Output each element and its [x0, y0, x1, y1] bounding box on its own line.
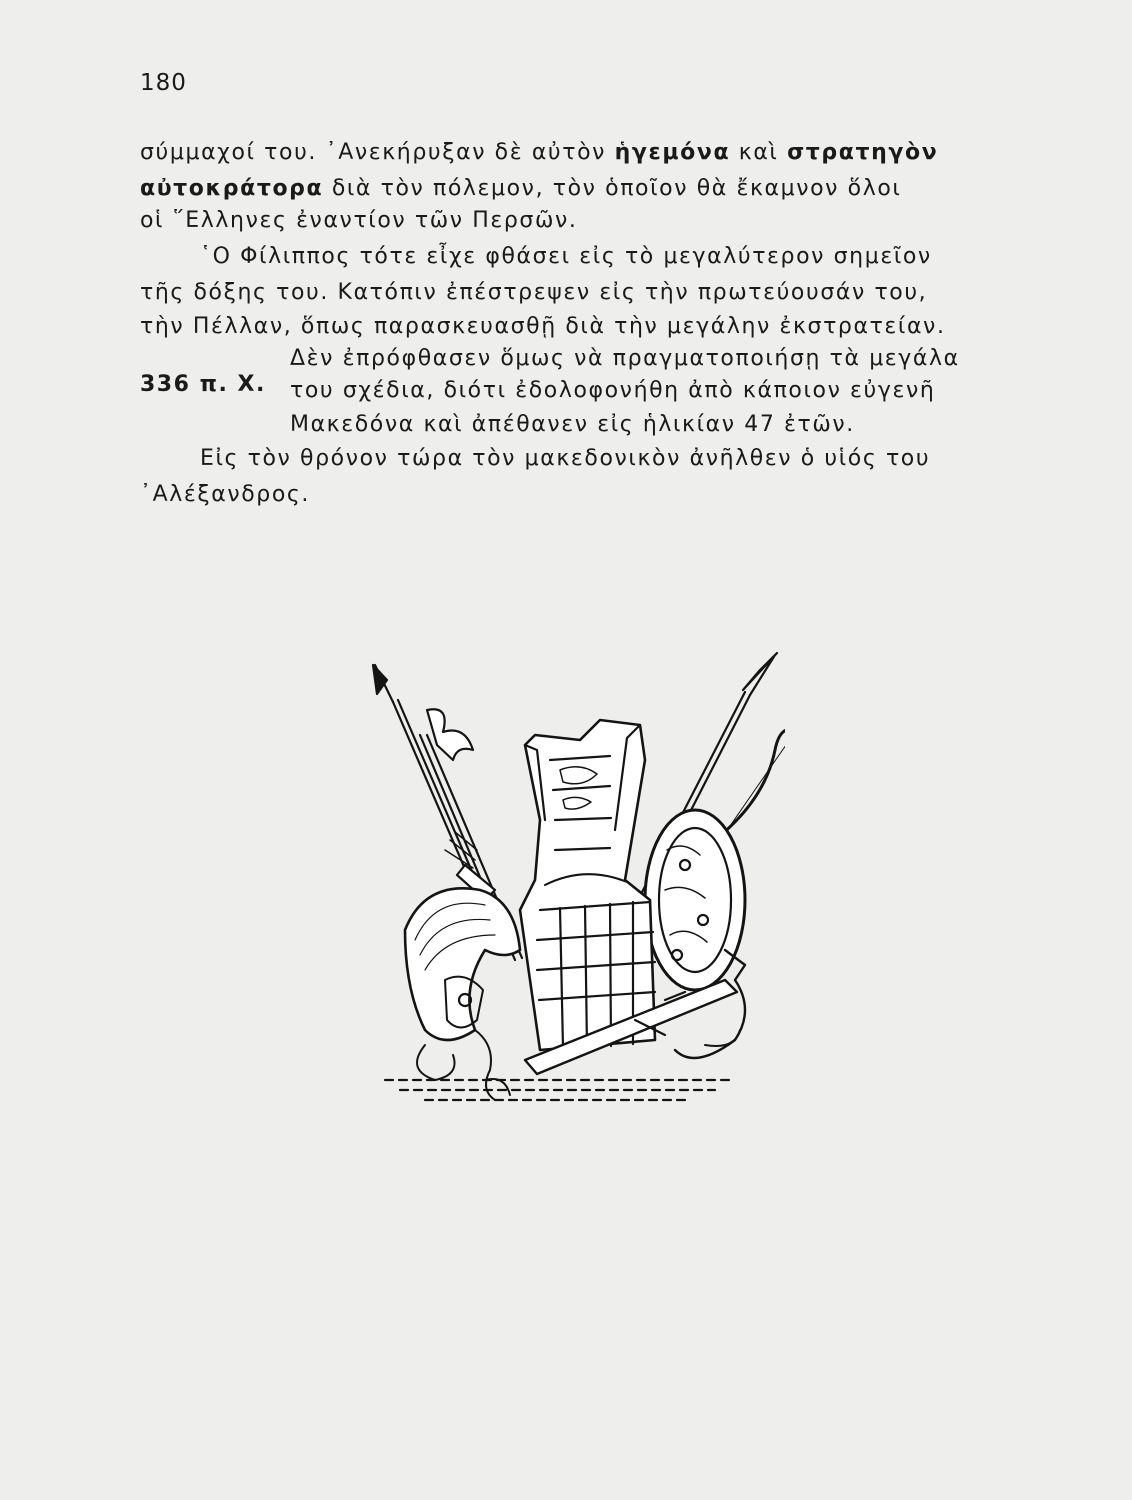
text-span: σύμμαχοί του. ᾿Ανεκήρυξαν δὲ αὐτὸν — [140, 140, 615, 165]
text-line-5: τῆς δόξης του. Κατόπιν ἐπέστρεψεν εἰς τὴν πρωτεύουσάν του, — [140, 280, 928, 305]
text-line-10: Εἰς τὸν θρόνον τώρα τὸν μακεδονικὸν ἀνῆλθεν ὁ υἱός του — [200, 446, 931, 471]
text-line-2 — [140, 176, 901, 201]
text-line-1 — [140, 140, 938, 165]
text-span: καὶ — [730, 140, 788, 165]
text-line-9: Μακεδόνα καὶ ἀπέθανεν εἰς ἡλικίαν 47 ἐτῶν. — [290, 412, 855, 437]
bold-term-autokrator: αὐτοκράτορα — [140, 176, 324, 201]
text-line-4: ῾Ο Φίλιππος τότε εἶχε φθάσει εἰς τὸ μεγαλύτερον σημεῖον — [200, 244, 932, 269]
bold-term-hegemon: ἡγεμόνα — [614, 140, 731, 165]
text-line-11: ᾿Αλέξανδρος. — [140, 482, 311, 507]
text-line-7: Δὲν ἐπρόφθασεν ὅμως νὰ πραγματοποιήσῃ τὰ μεγάλα — [290, 346, 960, 371]
text-span: διὰ τὸν πόλεμον, τὸν ὁποῖον θὰ ἔκαμνον ὅλοι — [323, 176, 902, 201]
page-number: 180 — [140, 70, 187, 96]
text-line-3: οἱ ῞Ελληνες ἐναντίον τῶν Περσῶν. — [140, 208, 578, 233]
armor-trophy-icon — [365, 650, 785, 1140]
text-line-8: του σχέδια, διότι ἐδολοφονήθη ἀπὸ κάποιον εὐγενῆ — [290, 378, 936, 403]
armor-trophy-illustration — [365, 650, 785, 1140]
bold-term-strategos: στρατηγὸν — [787, 140, 939, 165]
text-line-6: τὴν Πέλλαν, ὅπως παρασκευασθῇ διὰ τὴν μεγάλην ἐκστρατείαν. — [140, 314, 946, 339]
margin-date: 336 π. Χ. — [140, 372, 266, 397]
